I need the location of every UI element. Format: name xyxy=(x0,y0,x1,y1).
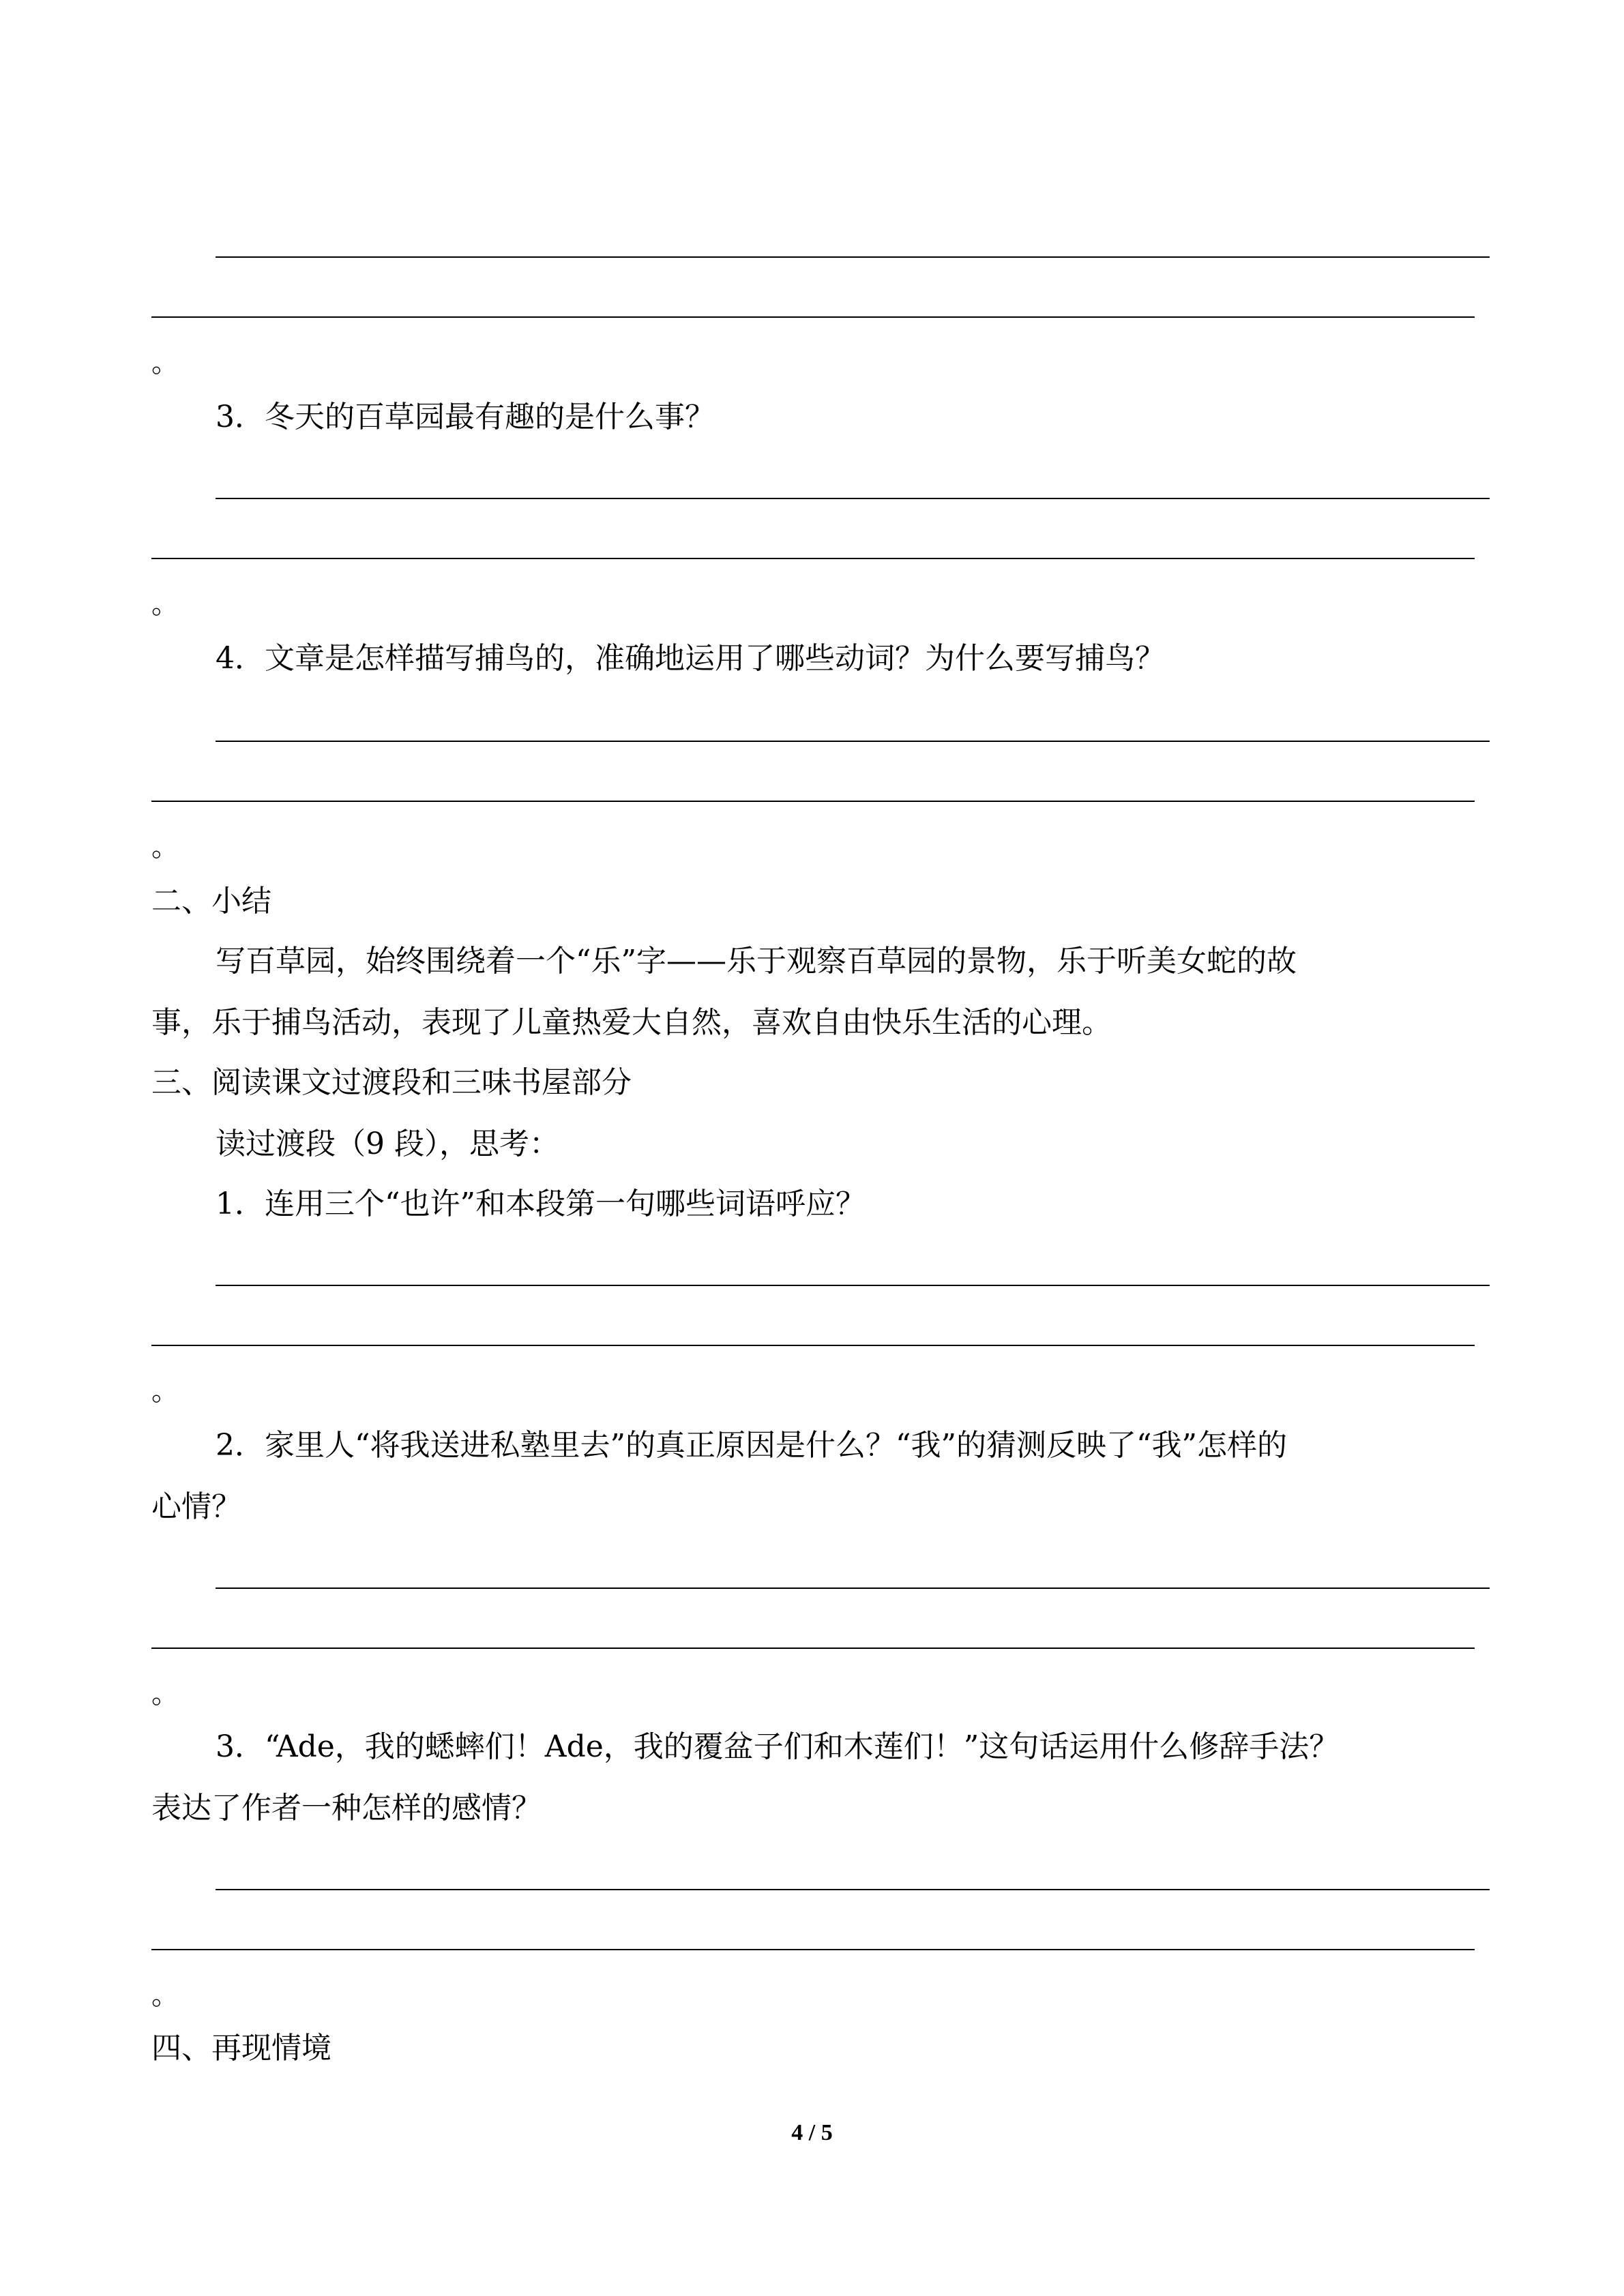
end-mark: 。 xyxy=(151,347,179,378)
answer-line[interactable] xyxy=(151,558,1475,559)
summary-paragraph-line: 事，乐于捕鸟活动，表现了儿童热爱大自然，喜欢自由快乐生活的心理。 xyxy=(151,1005,1112,1040)
section-heading-scene: 四、再现情境 xyxy=(151,2031,331,2066)
question-3: 3．冬天的百草园最有趣的是什么事？ xyxy=(216,400,715,434)
question-3b: 3．“Ade，我的蟋蟀们！Ade，我的覆盆子们和木莲们！”这句话运用什么修辞手法？ xyxy=(216,1729,1340,1764)
question-4: 4．文章是怎样描写捕鸟的，准确地运用了哪些动词？为什么要写捕鸟？ xyxy=(216,641,1165,676)
answer-line[interactable] xyxy=(216,498,1490,499)
answer-line[interactable] xyxy=(151,1949,1475,1950)
question-1: 1．连用三个“也许”和本段第一句哪些词语呼应？ xyxy=(216,1187,866,1221)
answer-line[interactable] xyxy=(216,1889,1490,1890)
answer-line[interactable] xyxy=(151,1648,1475,1649)
reading-intro: 读过渡段（9 段），思考： xyxy=(216,1127,559,1161)
end-mark: 。 xyxy=(151,1678,179,1710)
answer-line[interactable] xyxy=(151,316,1475,318)
question-2: 2．家里人“将我送进私塾里去”的真正原因是什么？“我”的猜测反映了“我”怎样的 xyxy=(216,1428,1287,1463)
answer-line[interactable] xyxy=(216,1285,1490,1286)
question-3b-continued: 表达了作者一种怎样的感情？ xyxy=(151,1791,542,1825)
answer-line[interactable] xyxy=(151,1345,1475,1346)
page-number: 4 / 5 xyxy=(791,2120,833,2145)
end-mark: 。 xyxy=(151,831,179,863)
end-mark: 。 xyxy=(151,1980,179,2011)
end-mark: 。 xyxy=(151,588,179,620)
answer-line[interactable] xyxy=(216,1587,1490,1589)
section-heading-reading: 三、阅读课文过渡段和三味书屋部分 xyxy=(151,1065,632,1100)
summary-paragraph-line: 写百草园，始终围绕着一个“乐”字——乐于观察百草园的景物，乐于听美女蛇的故 xyxy=(216,944,1297,979)
end-mark: 。 xyxy=(151,1375,179,1407)
section-heading-summary: 二、小结 xyxy=(151,884,271,919)
answer-line[interactable] xyxy=(216,256,1490,258)
answer-line[interactable] xyxy=(216,741,1490,742)
answer-line[interactable] xyxy=(151,801,1475,802)
question-2-continued: 心情？ xyxy=(151,1489,241,1524)
